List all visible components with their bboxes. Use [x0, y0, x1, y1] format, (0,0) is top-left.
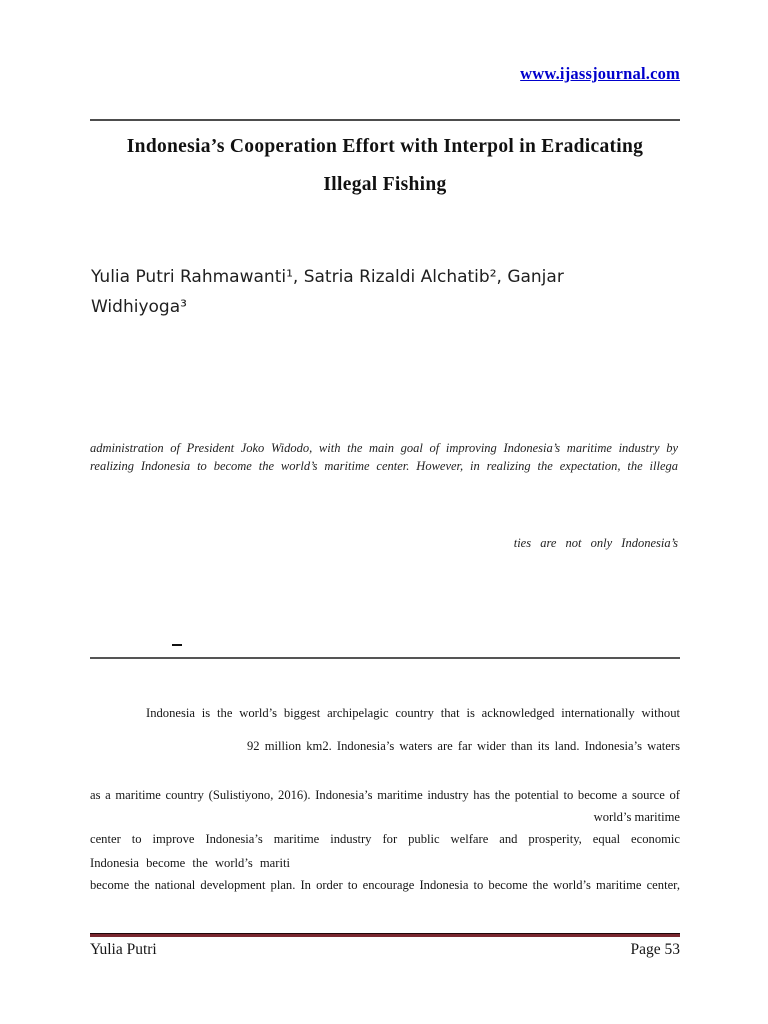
paper-title-line1: Indonesia’s Cooperation Effort with Interpol in Eradicating	[126, 136, 644, 157]
abstract-divider	[90, 657, 680, 659]
author-list	[91, 262, 691, 322]
author-list-line2: Widhiyoga³	[91, 297, 187, 317]
footer-author-name: Yulia Putri	[90, 941, 157, 958]
abstract-fragment-line1: administration of President Joko Widodo, with the main goal of improving Indonesia’s maritime industry by	[90, 441, 678, 455]
author-list-line1: Yulia Putri Rahmawanti¹, Satria Rizaldi Alchatib², Ganjar	[91, 267, 564, 287]
body-para2-line2: world’s maritime	[593, 810, 680, 824]
footer-divider	[90, 933, 680, 937]
abstract-fragment-line2: realizing Indonesia to become the world’s maritime center. However, in realizing the expectation, the illega	[90, 459, 678, 473]
stray-dash	[172, 644, 182, 646]
body-para2-line1: as a maritime country (Sulistiyono, 2016). Indonesia’s maritime industry has the potential to become a source of	[90, 788, 680, 802]
journal-website-link[interactable]: www.ijassjournal.com	[520, 64, 680, 83]
body-para3-line1: Indonesia become the world’s mariti	[90, 856, 290, 870]
body-para1-line2: 92 million km2. Indonesia’s waters are far wider than its land. Indonesia’s waters	[247, 739, 680, 753]
body-para2-line3: center to improve Indonesia’s maritime industry for public welfare and prosperity, equal economic	[90, 832, 680, 846]
body-para1-line1: Indonesia is the world’s biggest archipelagic country that is acknowledged internationally without	[146, 706, 680, 720]
page-footer	[90, 941, 680, 959]
paper-title-line2: Illegal Fishing	[323, 174, 447, 195]
footer-page-number: Page 53	[630, 941, 680, 958]
header-divider	[90, 119, 680, 121]
abstract-fragment-right: ties are not only Indonesia’s	[513, 536, 678, 550]
body-para3-line2: become the national development plan. In order to encourage Indonesia to become the world’s maritime center,	[90, 878, 680, 892]
